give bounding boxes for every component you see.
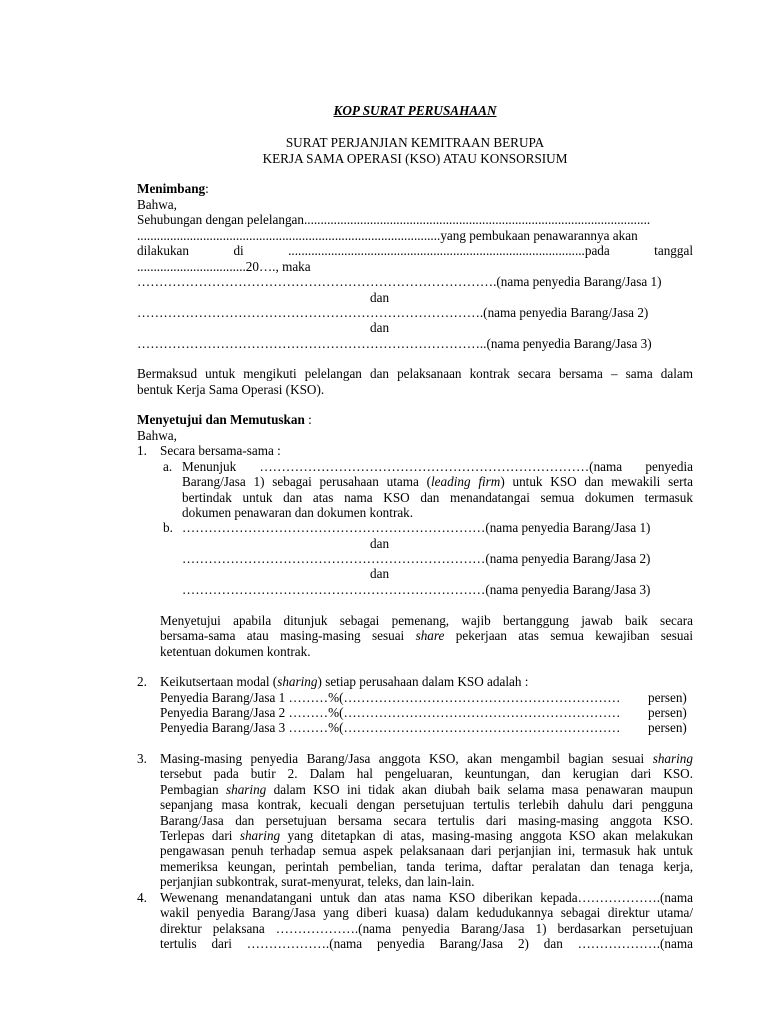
considering-line-2-text: ............................................................................................yang pembukaan penawarannya akan bbox=[137, 228, 638, 243]
item-1-conclusion-line-3: ketentuan dokumen kontrak. bbox=[160, 644, 311, 659]
item-1a-line-2-pre: Barang/Jasa 1) sebagai perusahaan utama ( bbox=[182, 474, 432, 489]
item-4-number: 4. bbox=[137, 890, 147, 905]
considering-heading bbox=[137, 181, 693, 197]
item-1a-line-2-italic: leading firm bbox=[431, 474, 501, 489]
item-4-line-3: direktur pelaksana ……………….(nama penyedia Barang/Jasa 1) berdasarkan persetujuan bbox=[160, 921, 693, 936]
share-row-3: Penyedia Barang/Jasa 3 ………%(……………………………………………………… bbox=[160, 720, 621, 735]
item-4-line-4: tertulis dari ……………….(nama penyedia Barang/Jasa 2) dan ……………….(nama bbox=[160, 936, 693, 951]
agree-heading bbox=[137, 412, 693, 428]
item-2-number: 2. bbox=[137, 674, 147, 689]
item-3-line-8: memeriksa keungan, perintah pembelian, tanda terima, daftar peralatan dan tenaga kerja, bbox=[160, 859, 693, 874]
considering-line-2 bbox=[137, 228, 693, 244]
intent-line-2: bentuk Kerja Sama Operasi (KSO). bbox=[137, 382, 325, 397]
share-row-3-unit: persen) bbox=[648, 720, 687, 735]
item-3-line-7: pengawasan penuh terhadap semua aspek pelaksanaan dari perjanjian ini, termasuk hak untuk bbox=[160, 843, 693, 858]
item-1b-line-2: ……………………………………………………………(nama penyedia Barang/Jasa 2) bbox=[182, 551, 651, 566]
share-row-1-unit: persen) bbox=[648, 690, 687, 705]
item-1a-line-3: bertindak untuk dan atas nama KSO dan menandatangai semua dokumen termasuk bbox=[182, 490, 693, 505]
item-1a-line-2 bbox=[182, 474, 693, 490]
item-1a-line-2-post: ) untuk KSO dan mewakili serta bbox=[500, 474, 693, 489]
item-2-heading-post: ) setiap perusahaan dalam KSO adalah : bbox=[317, 674, 529, 689]
item-2-heading bbox=[160, 674, 693, 690]
provider-line-3: ……………………………………………………………………..(nama penyedia Barang/Jasa 3) bbox=[137, 336, 652, 351]
item-1-number: 1. bbox=[137, 443, 147, 458]
considering-line-3-b: di bbox=[233, 243, 244, 258]
item-3-line-6-pre: Terlepas dari bbox=[160, 828, 240, 843]
item-4-line-2: wakil penyedia Barang/Jasa yang diberi kuasa) dalam kedudukannya sebagai direktur utama/ bbox=[160, 905, 693, 920]
item-3-line-2: tersebut pada butir 2. Dalam hal pengeluaran, keuntungan, dan kerugian dari KSO. bbox=[160, 766, 693, 781]
and-connector-2: dan bbox=[370, 320, 390, 335]
item-1b-label: b. bbox=[163, 520, 173, 535]
letterhead bbox=[137, 103, 693, 119]
item-3-line-1-italic: sharing bbox=[652, 751, 693, 766]
considering-colon: : bbox=[205, 181, 209, 196]
considering-bahwa: Bahwa, bbox=[137, 197, 177, 212]
item-2-heading-italic: sharing bbox=[277, 674, 318, 689]
item-3-line-4: sepanjang masa kontrak, kecuali dengan persetujuan tertulis terlebih dahulu dari pengguna bbox=[160, 797, 693, 812]
item-3-line-3-italic: sharing bbox=[225, 782, 267, 797]
item-1a-line-1: Menunjuk …………………………………………………………………(nama penyedia bbox=[182, 459, 693, 474]
considering-line-3-d: tanggal bbox=[654, 243, 693, 258]
agree-heading-text: Menyetujui dan Memutuskan bbox=[137, 412, 305, 427]
intent-line-1: Bermaksud untuk mengikuti pelelangan dan pelaksanaan kontrak secara bersama – sama dalam bbox=[137, 366, 693, 381]
item-1-conclusion-line-2-italic: share bbox=[415, 628, 445, 643]
item-1-conclusion-line-2 bbox=[160, 628, 693, 644]
item-1-conclusion-line-2-pre: bersama-sama atau masing-masing sesuai bbox=[160, 628, 416, 643]
considering-line-1: Sehubungan dengan pelelangan......................................................................................................... bbox=[137, 212, 651, 227]
considering-line-3-a: dilakukan bbox=[137, 243, 190, 258]
considering-line-3 bbox=[137, 243, 693, 259]
item-3-line-6 bbox=[160, 828, 693, 844]
item-3-line-6-post: yang ditetapkan di atas, masing-masing anggota KSO akan melakukan bbox=[280, 828, 694, 843]
item-3-line-3-post: dalam KSO ini tidak akan diubah baik selama masa penawaran maupun bbox=[266, 782, 693, 797]
share-row-2-unit: persen) bbox=[648, 705, 687, 720]
item-3-line-1 bbox=[160, 751, 693, 767]
provider-line-1: ……………………………………………………………………….(nama penyedia Barang/Jasa 1) bbox=[137, 274, 662, 289]
agree-bahwa: Bahwa, bbox=[137, 428, 177, 443]
item-4-line-1: Wewenang menandatangani untuk dan atas nama KSO diberikan kepada……………….(nama bbox=[160, 890, 693, 905]
considering-heading-text: Menimbang bbox=[137, 181, 206, 196]
item-1-conclusion-line-1: Menyetujui apabila ditunjuk sebagai pemenang, wajib bertanggung jawab baik secara bbox=[160, 613, 693, 628]
and-connector-1: dan bbox=[370, 290, 390, 305]
item-1b-line-1: ……………………………………………………………(nama penyedia Barang/Jasa 1) bbox=[182, 520, 651, 535]
item-1-conclusion-line-2-post: pekerjaan atas semua kewajiban sesuai bbox=[444, 628, 693, 643]
item-1a-label: a. bbox=[163, 459, 173, 474]
provider-line-2: …………………………………………………………………….(nama penyedia Barang/Jasa 2) bbox=[137, 305, 649, 320]
item-1b-and-2: dan bbox=[370, 566, 390, 581]
item-3-line-3 bbox=[160, 782, 693, 798]
considering-line-4: .................................20…., maka bbox=[137, 259, 311, 274]
item-3-line-1-pre: Masing-masing penyedia Barang/Jasa anggota KSO, akan mengambil bagian sesuai bbox=[160, 751, 653, 766]
item-1b-and-1: dan bbox=[370, 536, 390, 551]
item-2-heading-pre: Keikutsertaan modal ( bbox=[160, 674, 278, 689]
item-3-line-9: perjanjian subkontrak, surat-menyurat, teleks, dan lain-lain. bbox=[160, 874, 475, 889]
item-1b-line-3: ……………………………………………………………(nama penyedia Barang/Jasa 3) bbox=[182, 582, 651, 597]
letterhead-text: KOP SURAT PERUSAHAAN bbox=[333, 103, 497, 118]
item-3-number: 3. bbox=[137, 751, 147, 766]
title-line-1: SURAT PERJANJIAN KEMITRAAN BERUPA bbox=[285, 135, 545, 150]
item-1a-line-4: dokumen penawaran dan dokumen kontrak. bbox=[182, 505, 414, 520]
item-3-line-6-italic: sharing bbox=[239, 828, 281, 843]
item-3-line-5: Barang/Jasa dan persetujuan bersama secara tertulis dari masing-masing anggota KSO. bbox=[160, 813, 693, 828]
item-1-text: Secara bersama-sama : bbox=[160, 443, 281, 458]
title-line-2: KERJA SAMA OPERASI (KSO) ATAU KONSORSIUM bbox=[262, 151, 568, 166]
considering-line-3-c: ..........................................................................................pada bbox=[288, 243, 610, 258]
share-row-1: Penyedia Barang/Jasa 1 ………%(……………………………………………………… bbox=[160, 690, 621, 705]
item-3-line-3-pre: Pembagian bbox=[160, 782, 226, 797]
agree-colon: : bbox=[304, 412, 312, 427]
share-row-2: Penyedia Barang/Jasa 2 ………%(……………………………………………………… bbox=[160, 705, 621, 720]
